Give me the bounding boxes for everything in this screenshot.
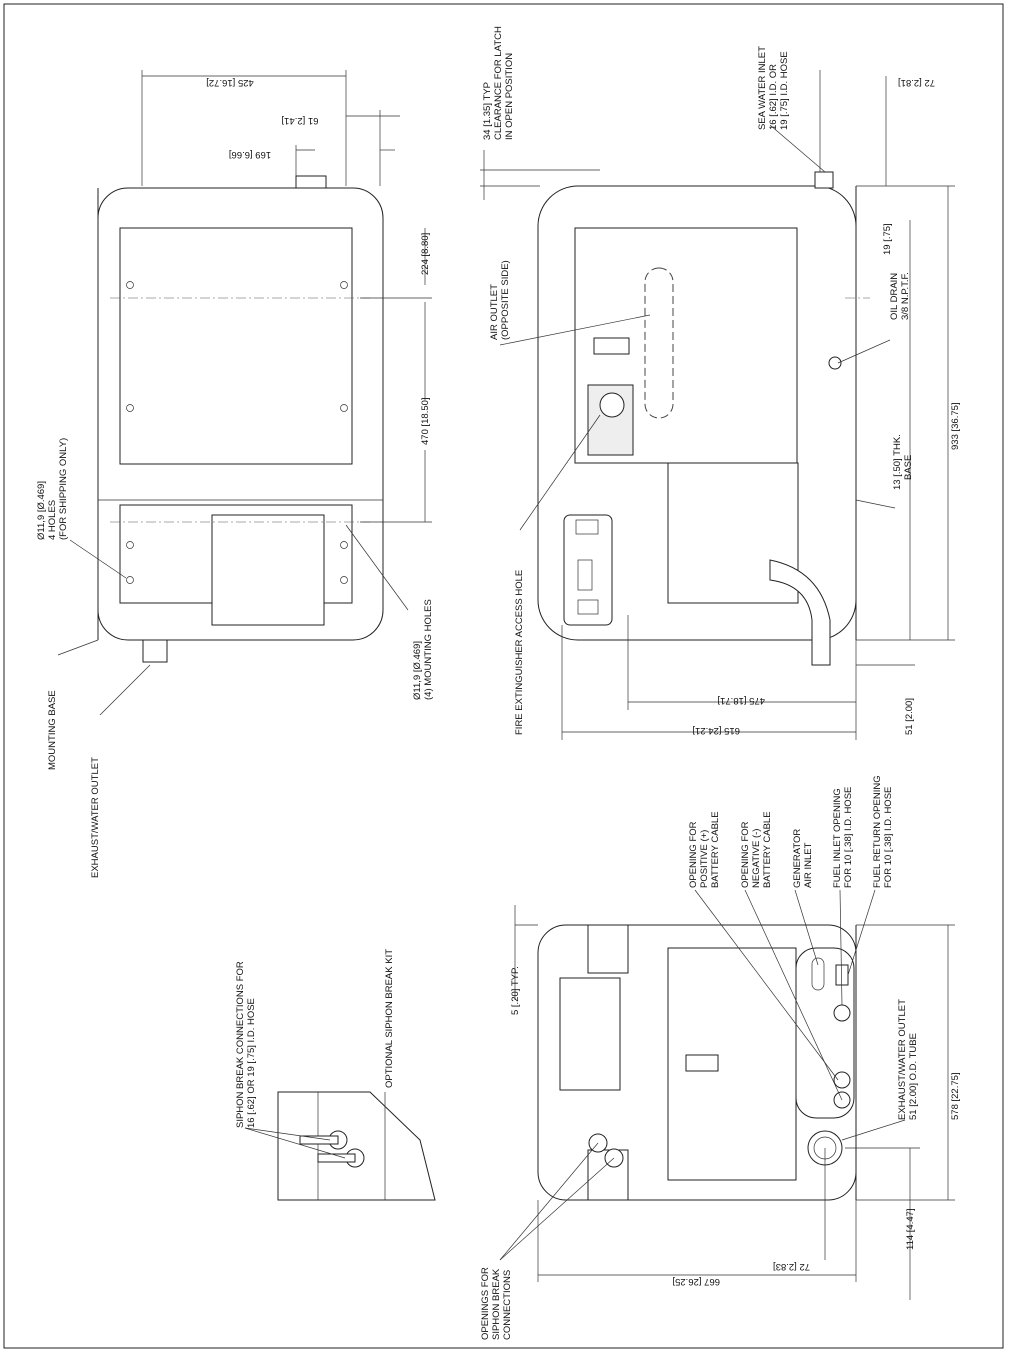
oil-drain-note bbox=[889, 272, 911, 320]
top-view-exhaust-stub bbox=[143, 640, 167, 662]
svg-text:FUEL INLET OPENING: FUEL INLET OPENING bbox=[832, 788, 843, 888]
svg-text:(FOR SHIPPING ONLY): (FOR SHIPPING ONLY) bbox=[58, 437, 69, 540]
battery-neg-note bbox=[740, 811, 773, 888]
sea-water-inlet-fitting bbox=[815, 172, 833, 188]
svg-text:Ø11,9 [Ø.469]: Ø11,9 [Ø.469] bbox=[412, 641, 423, 700]
svg-text:CONNECTIONS: CONNECTIONS bbox=[502, 1269, 513, 1340]
air-outlet-note bbox=[489, 260, 511, 340]
svg-text:OPENING FOR: OPENING FOR bbox=[688, 821, 699, 888]
top-dim-c: 224 [8.80] bbox=[420, 232, 431, 275]
side-dim-51: 51 [2.00] bbox=[904, 698, 915, 735]
svg-text:FUEL RETURN OPENING: FUEL RETURN OPENING bbox=[872, 775, 883, 888]
generator-air-note bbox=[792, 829, 814, 888]
svg-text:13 [.50] THK.: 13 [.50] THK. bbox=[892, 434, 903, 490]
battery-pos-note bbox=[688, 811, 721, 888]
end-dim-578: 578 [22.75] bbox=[950, 1072, 961, 1120]
side-dim-475: 475 [18.71] bbox=[717, 695, 765, 706]
svg-text:CLEARANCE FOR LATCH: CLEARANCE FOR LATCH bbox=[493, 26, 504, 140]
svg-text:AIR INLET: AIR INLET bbox=[803, 842, 814, 888]
end-dim-72b: 72 [2.83] bbox=[773, 1261, 810, 1272]
side-view bbox=[480, 26, 961, 740]
fuel-inlet-note bbox=[832, 787, 854, 888]
svg-text:SIPHON BREAK CONNECTIONS FOR: SIPHON BREAK CONNECTIONS FOR bbox=[235, 961, 246, 1128]
side-dim-933: 933 [36.75] bbox=[950, 402, 961, 450]
svg-text:34 [1.35] TYP: 34 [1.35] TYP bbox=[482, 82, 493, 140]
svg-text:(4) MOUNTING HOLES: (4) MOUNTING HOLES bbox=[423, 599, 434, 700]
svg-text:GENERATOR: GENERATOR bbox=[792, 828, 803, 888]
fuel-return-fitting bbox=[836, 965, 848, 985]
svg-text:16 [.62] I.D. OR: 16 [.62] I.D. OR bbox=[768, 64, 779, 130]
svg-text:51 [2.00] O.D. TUBE: 51 [2.00] O.D. TUBE bbox=[908, 1033, 919, 1120]
fuel-inlet-opening bbox=[834, 1005, 850, 1021]
svg-text:OPENING FOR: OPENING FOR bbox=[740, 821, 751, 888]
fire-extinguisher-note: FIRE EXTINGUISHER ACCESS HOLE bbox=[514, 569, 525, 735]
svg-text:19 [.75] I.D. HOSE: 19 [.75] I.D. HOSE bbox=[779, 51, 790, 130]
side-dim-615: 615 [24.21] bbox=[692, 725, 740, 736]
top-view-box bbox=[212, 515, 324, 625]
end-dim-667: 667 [26.25] bbox=[672, 1276, 720, 1287]
base-thickness-note bbox=[892, 434, 914, 490]
latch-clearance-note bbox=[482, 26, 515, 140]
siphon-kit-detail bbox=[235, 949, 435, 1200]
svg-text:3/8 N.P.T.F.: 3/8 N.P.T.F. bbox=[900, 272, 911, 320]
svg-text:FOR 10 [.38] I.D. HOSE: FOR 10 [.38] I.D. HOSE bbox=[843, 786, 854, 888]
svg-text:BASE: BASE bbox=[903, 454, 914, 480]
siphon-kit-body bbox=[278, 1092, 435, 1200]
svg-text:FOR 10 [.38] I.D. HOSE: FOR 10 [.38] I.D. HOSE bbox=[883, 786, 894, 888]
mounting-holes-note bbox=[412, 599, 434, 700]
side-view-latch bbox=[594, 338, 629, 354]
svg-text:NEGATIVE (-): NEGATIVE (-) bbox=[751, 828, 762, 888]
top-dim-a: 61 [2.41] bbox=[281, 115, 319, 126]
top-dim-length: 425 [16.72] bbox=[206, 77, 254, 88]
top-dim-b: 169 [6.66] bbox=[228, 149, 272, 160]
siphon-openings-note bbox=[480, 1267, 513, 1340]
svg-text:4 HOLES: 4 HOLES bbox=[47, 499, 58, 540]
end-dim-5-typ: 5 [.20] TYP. bbox=[510, 966, 521, 1015]
svg-text:EXHAUST/WATER OUTLET: EXHAUST/WATER OUTLET bbox=[897, 999, 908, 1120]
svg-text:BATTERY CABLE: BATTERY CABLE bbox=[710, 811, 721, 888]
end-view-latch bbox=[686, 1055, 718, 1071]
end-dim-114: 114 [4.47] bbox=[905, 1208, 916, 1250]
top-view bbox=[36, 70, 434, 878]
svg-text:SEA WATER INLET: SEA WATER INLET bbox=[757, 46, 768, 130]
svg-text:SIPHON BREAK: SIPHON BREAK bbox=[491, 1268, 502, 1340]
siphon-kit-title: OPTIONAL SIPHON BREAK KIT bbox=[384, 948, 395, 1088]
sea-water-inlet-note bbox=[757, 46, 790, 130]
side-dim-72: 72 [2.81] bbox=[898, 77, 935, 88]
exhaust-tube-note bbox=[897, 999, 919, 1120]
top-view-cover-panel bbox=[120, 228, 352, 464]
top-view-fitting bbox=[296, 176, 326, 188]
svg-text:16 [.62] OR 19 [.75] I.D. HOSE: 16 [.62] OR 19 [.75] I.D. HOSE bbox=[246, 998, 257, 1128]
mounting-base-label: MOUNTING BASE bbox=[47, 690, 58, 770]
exhaust-outlet-label: EXHAUST/WATER OUTLET bbox=[90, 757, 101, 878]
fuel-return-note bbox=[872, 775, 894, 888]
svg-text:Ø11,9 [Ø.469]: Ø11,9 [Ø.469] bbox=[36, 481, 47, 540]
side-view-control-box bbox=[564, 515, 612, 625]
shipping-holes-note bbox=[36, 438, 69, 540]
side-dim-19: 19 [.75] bbox=[882, 223, 893, 255]
battery-pos-opening bbox=[834, 1072, 850, 1088]
svg-text:(OPPOSITE SIDE): (OPPOSITE SIDE) bbox=[500, 260, 511, 340]
oil-drain-port bbox=[829, 357, 841, 369]
end-view bbox=[480, 775, 961, 1340]
svg-text:BATTERY CABLE: BATTERY CABLE bbox=[762, 811, 773, 888]
top-dim-d: 470 [18.50] bbox=[420, 397, 431, 445]
svg-text:OPENINGS FOR: OPENINGS FOR bbox=[480, 1267, 491, 1340]
siphon-connections-note bbox=[235, 961, 257, 1128]
end-view-box bbox=[560, 978, 620, 1090]
svg-text:IN OPEN POSITION: IN OPEN POSITION bbox=[504, 52, 515, 140]
svg-text:AIR OUTLET: AIR OUTLET bbox=[489, 284, 500, 340]
svg-text:OIL DRAIN: OIL DRAIN bbox=[889, 272, 900, 320]
svg-text:POSITIVE (+): POSITIVE (+) bbox=[699, 829, 710, 888]
